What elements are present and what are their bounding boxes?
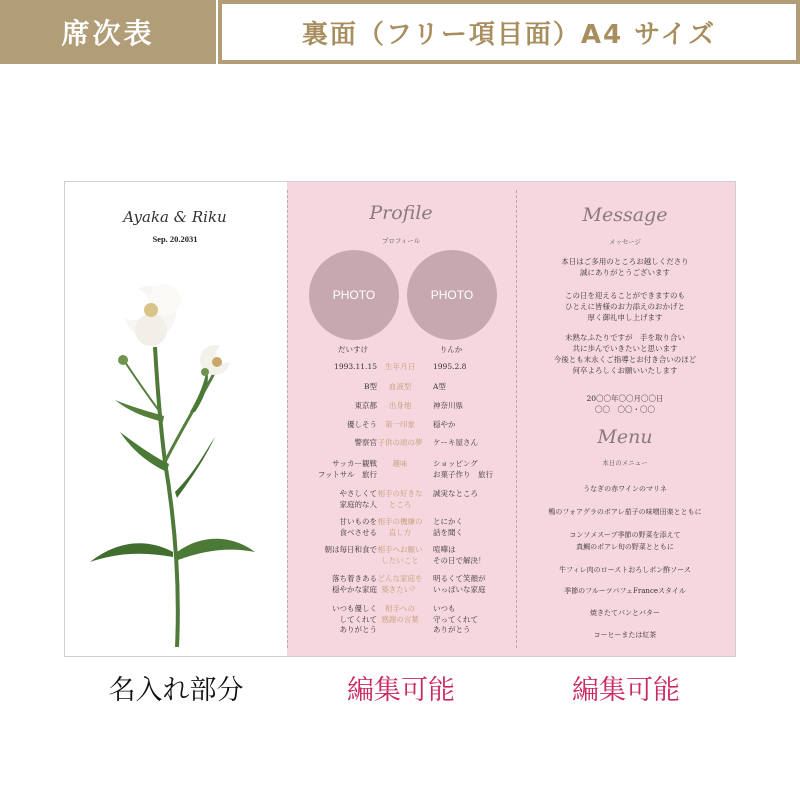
profile-label: どんな家庭を 築きたい？ bbox=[377, 574, 423, 594]
fold-line-1 bbox=[287, 190, 288, 648]
profile-row bbox=[287, 574, 515, 598]
menu-item: コンソメスープ季節の野菜を添えて bbox=[569, 531, 681, 539]
couple-names: Ayaka & Riku bbox=[123, 208, 227, 226]
profile-row bbox=[287, 489, 515, 513]
menu-title: Menu bbox=[597, 426, 653, 448]
profile-right-value: 明るくて笑顔が いっぱいな家庭 bbox=[433, 574, 486, 594]
profile-right-value: 誠実なところ bbox=[433, 489, 478, 498]
profile-label: 趣味 bbox=[392, 459, 408, 468]
profile-panel bbox=[287, 182, 515, 656]
seating-chart-back-card bbox=[64, 181, 736, 657]
message-line: 未熟なふたりですが 手を取り合い bbox=[565, 333, 685, 342]
profile-row bbox=[287, 604, 515, 634]
message-title: Message bbox=[582, 204, 668, 226]
message-line: 共に歩んでいきたいと思います bbox=[572, 344, 678, 353]
profile-label: 生年月日 bbox=[385, 362, 415, 371]
message-subtitle: メッセージ bbox=[608, 238, 642, 246]
profile-label: 相手の機嫌の 直し方 bbox=[377, 517, 423, 537]
profile-right-value: とにかく 話を聞く bbox=[433, 517, 463, 537]
menu-item: 季節のフルーツパフェFranceスタイル bbox=[564, 587, 686, 595]
caption-editable-middle: 編集可能 bbox=[347, 675, 455, 706]
flower-image bbox=[85, 252, 285, 652]
profile-right-value: ケーキ屋さん bbox=[433, 438, 478, 447]
caption-editable-right: 編集可能 bbox=[572, 675, 680, 706]
profile-left-value: 優しそう bbox=[347, 420, 377, 429]
message-line: 厚く御礼申し上げます bbox=[587, 313, 663, 322]
profile-left-value: やさしくて 家庭的な人 bbox=[339, 489, 377, 509]
message-line: ひとえに皆様のお力添えのおかげと bbox=[565, 302, 685, 311]
profile-label: 子供の頃の夢 bbox=[377, 438, 423, 447]
profile-left-value: 1993.11.15 bbox=[334, 362, 377, 371]
menu-item: 焼きたてパンとバター bbox=[590, 609, 660, 617]
name-panel bbox=[65, 182, 287, 656]
message-line: この日を迎えることができますのも bbox=[565, 291, 685, 300]
profile-right-value: 穏やか bbox=[433, 420, 456, 429]
message-date: 20〇〇年〇〇月〇〇日 bbox=[586, 394, 664, 403]
profile-title: Profile bbox=[369, 202, 433, 224]
profile-label: 相手の好きな ところ bbox=[377, 489, 423, 509]
profile-row bbox=[287, 459, 515, 483]
profile-left-value: 落ち着きある 穏やかな家庭 bbox=[332, 574, 377, 594]
profile-left-value: 東京都 bbox=[354, 401, 377, 410]
profile-left-value: B型 bbox=[363, 382, 377, 391]
profile-label: 出身地 bbox=[388, 401, 412, 410]
groom-name: だいすけ bbox=[338, 345, 368, 354]
profile-right-value: 1995.2.8 bbox=[433, 362, 467, 371]
profile-right-value: 神奈川県 bbox=[433, 401, 463, 410]
profile-right-value: ショッピング お菓子作り 旅行 bbox=[433, 459, 493, 479]
profile-right-value: A型 bbox=[433, 382, 446, 391]
profile-row bbox=[287, 545, 515, 569]
header-title-box bbox=[218, 0, 800, 64]
fold-line-2 bbox=[516, 190, 517, 648]
header-title: 裏面（フリー項目面）A4 サイズ bbox=[222, 4, 796, 60]
message-signature: 〇〇 〇〇・〇〇 bbox=[595, 405, 655, 414]
profile-left-value: 甘いものを 食べさせる bbox=[339, 517, 377, 537]
message-menu-panel bbox=[515, 182, 735, 656]
profile-right-value: 喧嘩は その日で解決！ bbox=[433, 545, 486, 565]
header-tag: 席次表 bbox=[0, 0, 216, 64]
photo-placeholder-2: PHOTO bbox=[407, 250, 497, 340]
menu-item: 真鯛のポアレ旬の野菜とともに bbox=[576, 543, 674, 551]
caption-name-section: 名入れ部分 bbox=[108, 675, 244, 706]
profile-row bbox=[287, 517, 515, 541]
profile-left-value: いつも優しく してくれて ありがとう bbox=[332, 604, 377, 634]
profile-label: 血液型 bbox=[388, 382, 412, 391]
menu-subtitle: 本日のメニュー bbox=[602, 459, 648, 467]
profile-right-value: いつも 守ってくれて ありがとう bbox=[433, 604, 478, 634]
menu-item: コーヒーまたは紅茶 bbox=[593, 631, 657, 639]
profile-subtitle: プロフィール bbox=[381, 237, 421, 245]
message-line: 本日はご多用のところお越しくださり bbox=[561, 257, 689, 266]
message-line: 今後とも末永くご指導とお付き合いのほど bbox=[553, 355, 697, 364]
profile-left-value: 警察官 bbox=[354, 438, 377, 447]
wedding-date: Sep. 20.2031 bbox=[152, 234, 198, 244]
message-line: 誠にありがとうございます bbox=[580, 268, 670, 277]
profile-label: 相手への 感謝の言葉 bbox=[381, 604, 419, 624]
menu-item: 牛フィレ肉のローストおろしポン酢ソース bbox=[559, 566, 691, 574]
profile-label: 第一印象 bbox=[385, 420, 415, 429]
menu-item: 鴨のフォアグラのポアレ茄子の味噌田楽とともに bbox=[548, 508, 702, 516]
bride-name: りんか bbox=[439, 345, 463, 354]
profile-left-value: サッカー観戦 フットサル 旅行 bbox=[317, 459, 377, 479]
message-line: 何卒よろしくお願いいたします bbox=[572, 366, 678, 375]
menu-item: うなぎの赤ワインのマリネ bbox=[583, 485, 667, 493]
photo-placeholder-1: PHOTO bbox=[309, 250, 399, 340]
profile-label: 相手へお願い したいこと bbox=[377, 545, 423, 565]
profile-left-value: 朝は毎日和食で bbox=[324, 545, 377, 554]
